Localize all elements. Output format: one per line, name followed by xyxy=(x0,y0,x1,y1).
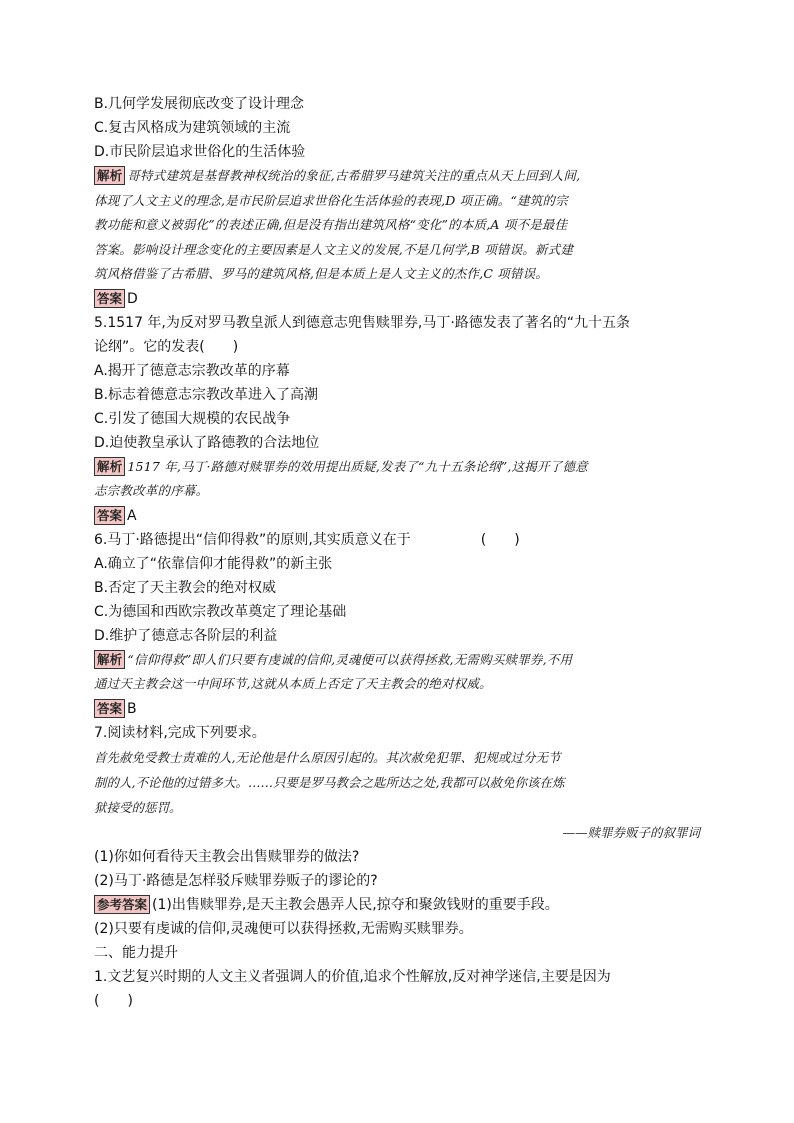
explanation xyxy=(94,164,706,287)
answer-blank: ( ) xyxy=(199,338,239,355)
reference-answer-text: (1)出售赎罪券,是天主教会愚弄人民,掠夺和聚敛钱财的重要手段。 xyxy=(152,896,559,913)
material-source: ——赎罪券贩子的叙罪词 xyxy=(562,824,700,840)
option-b: B.标志着德意志宗教改革进入了高潮 xyxy=(94,386,319,403)
explanation-text: 体现了人文主义的理念,是市民阶层追求世俗化生活体验的表现,D 项正确。“建筑的宗 xyxy=(94,192,568,208)
option-c: C.复古风格成为建筑领域的主流 xyxy=(94,120,291,136)
reference-answer-tag: 参考答案 xyxy=(94,895,150,914)
answer-row xyxy=(94,287,706,311)
explanation-tag: 解析 xyxy=(94,457,125,476)
option-b: B.几何学发展彻底改变了设计理念 xyxy=(94,96,305,112)
source-material xyxy=(94,745,706,845)
answer-blank: ( ) xyxy=(94,992,133,1009)
explanation-text: “信仰得救”即人们只要有虔诚的信仰,灵魂便可以获得拯救,无需购买赎罪券,不用 xyxy=(127,651,573,667)
answer-value: A xyxy=(127,507,137,524)
material-text: 制的人,不论他的过错多大。……只要是罗马教会之匙所达之处,我都可以赦免你该在炼 xyxy=(94,774,565,790)
option-d: D.迫使教皇承认了路德教的合法地位 xyxy=(94,434,320,451)
option-d: D.维护了德意志各阶层的利益 xyxy=(94,627,278,644)
answer-value: D xyxy=(127,290,138,307)
explanation xyxy=(94,455,706,504)
sub-question: (1)你如何看待天主教会出售赎罪券的做法? xyxy=(94,848,360,865)
answer-row xyxy=(94,504,706,528)
question-stem: 5.1517 年,为反对罗马教皇派人到德意志兜售赎罪券,马丁·路德发表了著名的“九十五条 xyxy=(94,314,631,331)
explanation-tag: 解析 xyxy=(94,166,125,185)
option-d: D.市民阶层追求世俗化的生活体验 xyxy=(94,144,306,160)
material-text: 狱接受的惩罚。 xyxy=(94,799,182,815)
explanation-text: 答案。影响设计理念变化的主要因素是人文主义的发展,不是几何学,B 项错误。新式建 xyxy=(94,241,574,257)
explanation xyxy=(94,648,706,697)
explanation-text: 教功能和意义被弱化”的表述正确,但是没有指出建筑风格“变化”的本质,A 项不是最佳 xyxy=(94,217,568,232)
section-heading: 二、能力提升 xyxy=(94,944,178,961)
answer-tag: 答案 xyxy=(94,506,125,525)
explanation-text: 哥特式建筑是基督教神权统治的象征,古希腊罗马建筑关注的重点从天上回到人间, xyxy=(127,168,581,183)
question-stem: 6.马丁·路德提出“信仰得救”的原则,其实质意义在于 ( ) xyxy=(94,528,706,552)
answer-tag: 答案 xyxy=(94,289,125,308)
explanation-text: 1517 年,马丁·路德对赎罪券的效用提出质疑,发表了“九十五条论纲”,这揭开了德意 xyxy=(127,458,588,474)
option-b: B.否定了天主教会的绝对权威 xyxy=(94,579,277,596)
reference-answer-text: (2)只要有虔诚的信仰,灵魂便可以获得拯救,无需购买赎罪券。 xyxy=(94,920,473,937)
material-text: 首先赦免受教士责难的人,无论他是什么原因引起的。其次赦免犯罪、犯规或过分无节 xyxy=(94,749,561,765)
option-a: A.确立了“依靠信仰才能得救”的新主张 xyxy=(94,555,333,572)
answer-row xyxy=(94,697,706,721)
explanation-text: 通过天主教会这一中间环节,这就从本质上否定了天主教会的绝对权威。 xyxy=(94,676,492,691)
question-stem: 7.阅读材料,完成下列要求。 xyxy=(94,724,266,741)
reference-answer xyxy=(94,893,706,917)
sub-question: (2)马丁·路德是怎样驳斥赎罪券贩子的谬论的? xyxy=(94,872,378,889)
document-page xyxy=(94,92,706,1013)
question-stem: 1.文艺复兴时期的人文主义者强调人的价值,追求个性解放,反对神学迷信,主要是因为 xyxy=(94,968,611,985)
answer-blank: ( ) xyxy=(480,531,520,548)
explanation-tag: 解析 xyxy=(94,650,125,669)
option-c: C.为德国和西欧宗教改革奠定了理论基础 xyxy=(94,603,347,620)
option-a: A.揭开了德意志宗教改革的序幕 xyxy=(94,362,290,379)
answer-value: B xyxy=(127,700,137,717)
explanation-text: 志宗教改革的序幕。 xyxy=(94,483,209,498)
explanation-text: 筑风格借鉴了古希腊、罗马的建筑风格,但是本质上是人文主义的杰作,C 项错误。 xyxy=(94,266,549,281)
question-stem: 论纲”。它的发表( ) xyxy=(94,335,706,359)
answer-tag: 答案 xyxy=(94,699,125,718)
option-c: C.引发了德国大规模的农民战争 xyxy=(94,410,291,427)
